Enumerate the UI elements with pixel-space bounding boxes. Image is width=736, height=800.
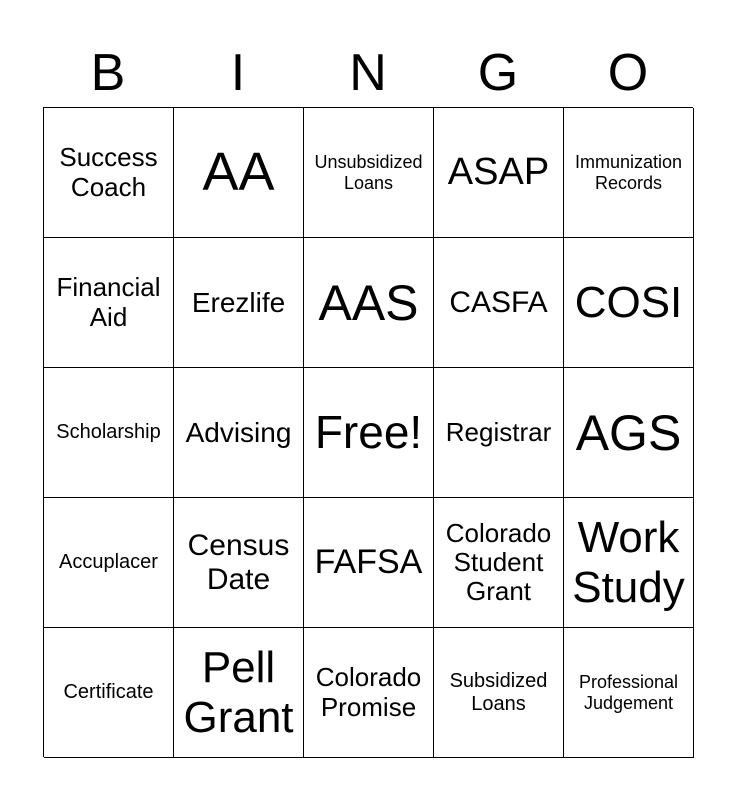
- bingo-cell-certificate[interactable]: Certificate: [44, 628, 174, 758]
- bingo-cell-free-space[interactable]: Free!: [304, 368, 434, 498]
- bingo-board: [43, 107, 693, 757]
- bingo-header: [43, 40, 693, 106]
- bingo-cell-immunization-records[interactable]: Immunization Records: [564, 108, 694, 238]
- bingo-cell-ags[interactable]: AGS: [564, 368, 694, 498]
- bingo-cell-fafsa[interactable]: FAFSA: [304, 498, 434, 628]
- bingo-cell-aa[interactable]: AA: [174, 108, 304, 238]
- header-letter-b: B: [90, 44, 126, 102]
- bingo-cell-erezlife[interactable]: Erezlife: [174, 238, 304, 368]
- bingo-cell-colorado-student-grant[interactable]: Colorado Student Grant: [434, 498, 564, 628]
- bingo-cell-registrar[interactable]: Registrar: [434, 368, 564, 498]
- bingo-cell-financial-aid[interactable]: Financial Aid: [44, 238, 174, 368]
- bingo-cell-aas[interactable]: AAS: [304, 238, 434, 368]
- bingo-cell-asap[interactable]: ASAP: [434, 108, 564, 238]
- bingo-cell-scholarship[interactable]: Scholarship: [44, 368, 174, 498]
- header-letter-n: N: [349, 44, 387, 102]
- bingo-cell-cosi[interactable]: COSI: [564, 238, 694, 368]
- bingo-cell-colorado-promise[interactable]: Colorado Promise: [304, 628, 434, 758]
- header-letter-i: I: [230, 44, 246, 102]
- bingo-cell-success-coach[interactable]: Success Coach: [44, 108, 174, 238]
- header-letter-o: O: [607, 44, 649, 102]
- bingo-cell-professional-judgement[interactable]: Professional Judgement: [564, 628, 694, 758]
- bingo-cell-census-date[interactable]: Census Date: [174, 498, 304, 628]
- header-letter-g: G: [477, 44, 519, 102]
- bingo-cell-subsidized-loans[interactable]: Subsidized Loans: [434, 628, 564, 758]
- bingo-cell-casfa[interactable]: CASFA: [434, 238, 564, 368]
- bingo-cell-advising[interactable]: Advising: [174, 368, 304, 498]
- bingo-cell-accuplacer[interactable]: Accuplacer: [44, 498, 174, 628]
- bingo-cell-pell-grant[interactable]: Pell Grant: [174, 628, 304, 758]
- bingo-cell-work-study[interactable]: Work Study: [564, 498, 694, 628]
- bingo-cell-unsubsidized-loans[interactable]: Unsubsidized Loans: [304, 108, 434, 238]
